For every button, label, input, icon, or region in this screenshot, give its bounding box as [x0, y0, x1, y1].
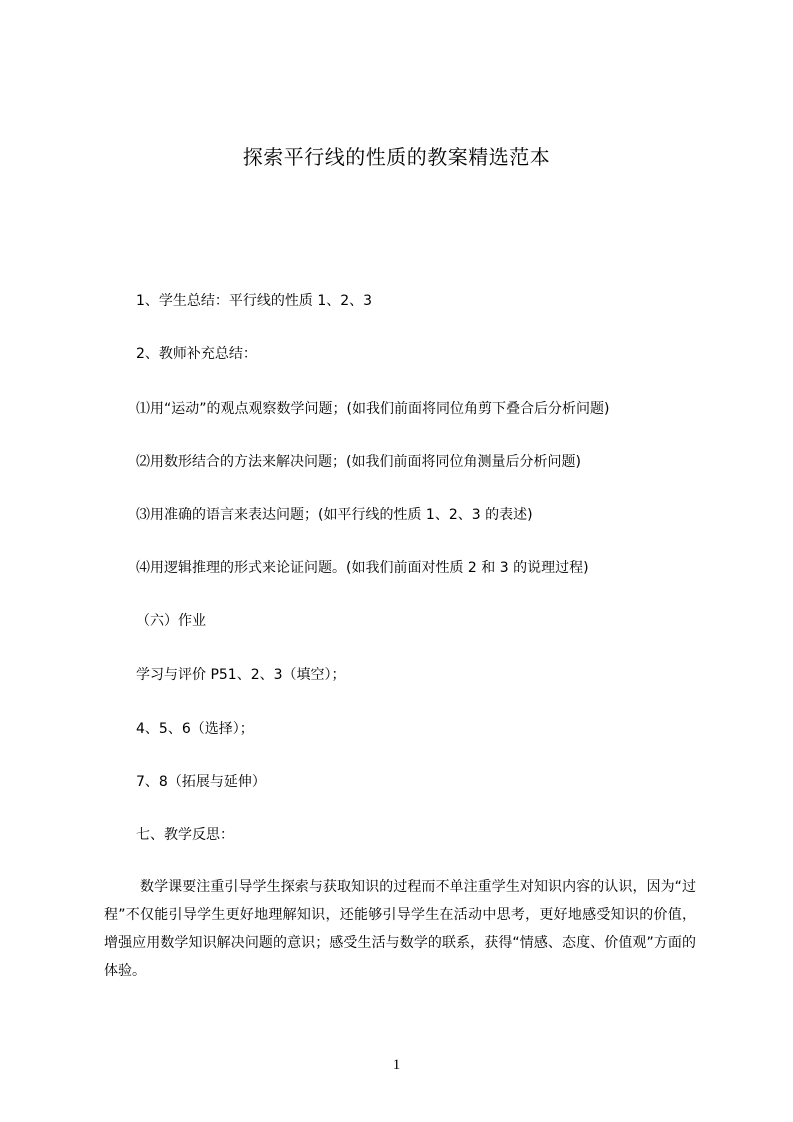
homework-line-3: 7、8（拓展与延伸） [136, 774, 266, 790]
method-item-3: ⑶用准确的语言来表达问题；(如平行线的性质 1、2、3 的表述) [136, 507, 533, 523]
page-number: 1 [392, 1057, 401, 1073]
document-title: 探索平行线的性质的教案精选范本 [242, 145, 551, 169]
reflection-heading: 七、教学反思： [136, 827, 234, 843]
method-item-1: ⑴用“运动”的观点观察数学问题；(如我们前面将同位角剪下叠合后分析问题) [136, 401, 610, 417]
reflection-paragraph: 数学课要注重引导学生探索与获取知识的过程而不单注重学生对知识内容的认识，因为“过程”不仅能引导学生更好地理解知识，还能够引导学生在活动中思考，更好地感受知识的价值，增强应用数学知识解决问题的意识；感受生活与数学的联系，获得“情感、态度、价值观”方面的体验。 [104, 879, 696, 979]
summary-line-1: 1、学生总结：平行线的性质 1、2、3 [136, 293, 373, 309]
method-item-4: ⑷用逻辑推理的形式来论证问题。(如我们前面对性质 2 和 3 的说理过程) [136, 560, 589, 576]
homework-line-1: 学习与评价 P51、2、3（填空）； [136, 667, 346, 683]
method-item-2: ⑵用数形结合的方法来解决问题；(如我们前面将同位角测量后分析问题) [136, 454, 581, 470]
homework-heading: （六）作业 [136, 613, 206, 629]
homework-line-2: 4、5、6（选择）； [136, 721, 254, 737]
summary-line-2: 2、教师补充总结： [136, 346, 257, 362]
